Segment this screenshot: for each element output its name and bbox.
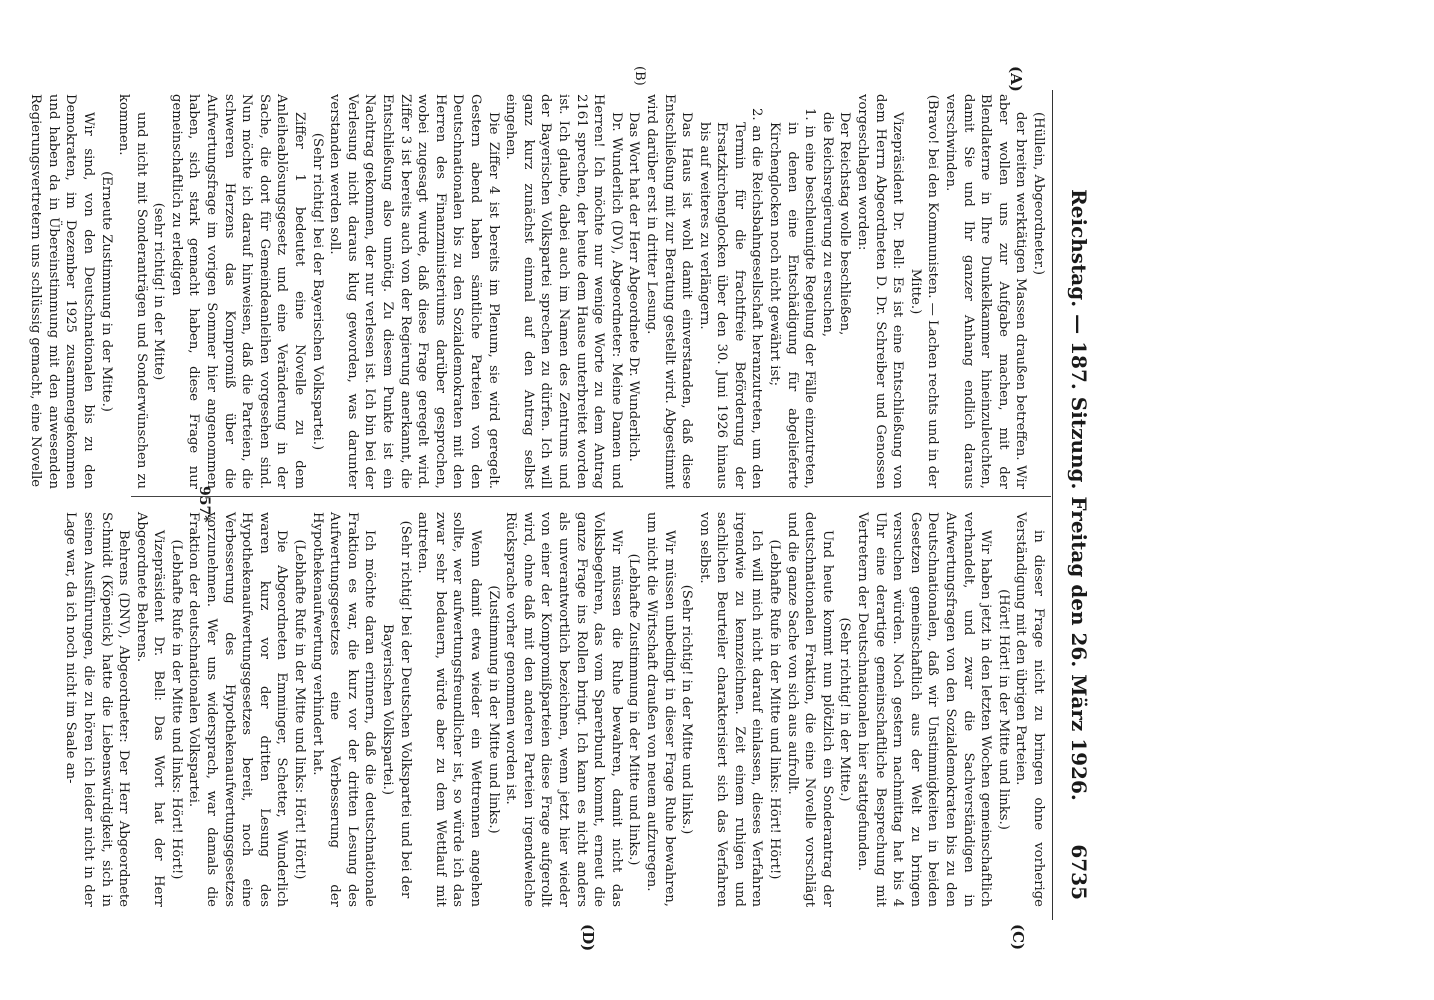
interjection: (Bravo! bei den Kommunisten. — Lachen rechts und in der Mitte.): [907, 94, 941, 489]
paragraph: Der Reichstag wolle beschließen,: [837, 112, 853, 336]
margin-marker-d: (D): [579, 924, 597, 952]
interjection: (Lebhafte Rufe in der Mitte und links: Hört! Hört!): [168, 539, 184, 880]
paragraph: Und heute kommt nun plötzlich ein Sonderantrag der deutschnationalen Fraktion, die eine Novelle vorschlägt und die ganze Sache von sich aus aufrollt.: [784, 512, 835, 907]
paragraph: Wir sind, von den Deutschnationalen bis zu den Demokraten, im Dezember 1925 zusammengekommen und haben da in Übereinstimmung mit den anwesenden Regierungsvertretern uns schlüssig gemacht, eine Novelle: [28, 94, 96, 489]
paragraph: Wir müssen die Ruhe bewahren, damit nicht das Volksbegehren, das vom Sparerbund kommt, erneut die ganze Frage ins Rollen bringt. Ich kann es nicht anders als unverantwortlich bezeichnen, wenn jetzt hier wieder von einer der Kompromißparteien diese Frage aufgerollt wird, ohne daß mit den anderen Parteien irgendwelche Rücksprache vorher genommen worden ist.: [503, 512, 624, 907]
interjection: (Lebhafte Rufe in der Mitte und links: Hört! Hört!): [292, 539, 308, 880]
paragraph: Die Abgeordneten Emminger, Schetter, Wunderlich waren kurz vor der dritten Lesung des Hypothekenaufwertungsgesetzes bereit, noch eine Verbesserung des Hypothekenaufwertungsgesetzes vorzunehmen. Wer uns widersprach, war damals die Fraktion der deutschnationalen Volkspartei.: [186, 512, 290, 907]
interjection: (Sehr richtig! bei der Deutschen Volkspartei und bei der Bayerischen Volkspartei.): [380, 520, 413, 899]
paragraph: Vizepräsident Dr. Bell: Es ist eine Entschließung von dem Herrn Abgeordneten D. Dr. Schreiber und Genossen vorgeschlagen worden:: [855, 94, 906, 489]
paragraph: Wenn damit etwa wieder ein Wettrennen angehen sollte, wer aufwertungsfreundlicher ist, so würde ich das zwar sehr bedauern, würde aber zu dem Wettlauf mit antreten.: [415, 512, 483, 907]
paragraph: Behrens (DNV), Abgeordneter: Der Herr Abgeordnete Schmidt (Köpenick) hatte die Liebenswürdigkeit, sich in seinen Ausführungen, die zu hören ich leider nicht in der Lage war, da ich noch nicht im Saale an-: [63, 512, 132, 907]
interjection: (Zustimmung in der Mitte und links.): [485, 585, 501, 834]
interjection: (Sehr richtig! in der Mitte.): [837, 617, 853, 802]
list-item: 1. in eine beschleunigte Regelung der Fälle einzutreten, in denen eine Entschädigung für abgelieferte Kirchenglocken noch nicht gewährt ist;: [767, 108, 818, 489]
paragraph: in dieser Frage nicht zu bringen ohne vorherige Verständigung mit den übrigen Parteien.: [1013, 512, 1046, 907]
footer-signature: 957*: [196, 486, 212, 523]
paragraph: Das Haus ist wohl damit einverstanden, daß diese Entschließung mit zur Beratung gestellt wird. Abgestimmt wird darüber erst in dritter Lesung.: [643, 94, 695, 489]
interjection: (Sehr richtig! bei der Bayerischen Volkspartei.): [309, 132, 325, 451]
page-header: [1059, 90, 1099, 900]
paragraph: Die Ziffer 4 ist bereits im Plenum, sie wird geregelt. Gestern abend haben sämtliche Parteien von den Deutschnationalen bis zu den Sozialdemokraten mit den Herren des Finanzministeriums darüber gesprochen, wobei zugesagt wurde, daß diese Frage geregelt wird. Ziffer 3 ist bereits auch von der Regierung anerkannt, die Entschließung also unnötig. Zu diesem Punkte ist ein Nachtrag gekommen, der nur verlesen ist. Ich bin bei der Verlesung nicht daraus klug geworden, was darunter verstanden werden soll.: [327, 94, 501, 489]
paragraph: Ziffer 1 bedeutet eine Novelle zu dem Anleiheablösungsgesetz und eine Veränderung in der Sache, die dort für Gemeindeanleihen vorgesehen sind. Nun möchte ich darauf hinweisen, daß die Parteien, die schweren Herzens das Kompromiß über die Aufwertungsfrage im vorigen Sommer hier angenommen haben, sich stark gemacht haben, diese Frage nur gemeinschaftlich zu erledigen: [168, 94, 308, 489]
margin-marker-a: (A): [1007, 66, 1025, 92]
page-number: 6735: [1067, 844, 1091, 900]
interjection: (Sehr richtig! in der Mitte und links.): [679, 584, 695, 835]
paragraph: Ich will mich nicht darauf einlassen, dieses Verfahren irgendwie zu kennzeichnen. Zeit einem ruhigen und sachlichen Beurteiler charakterisiert sich das Verfahren von selbst.: [696, 512, 765, 907]
column-divider: [131, 496, 1051, 497]
paragraph: Vizepräsident Dr. Bell: Das Wort hat der Herr Abgeordnete Behrens.: [133, 512, 167, 907]
interjection: (sehr richtig! in der Mitte): [151, 202, 167, 381]
page-header-title: Reichstag. — 187. Sitzung. Freitag den 26. März 1926.: [1067, 189, 1091, 801]
paragraph: Wir müssen unbedingt in dieser Frage Ruhe bewahren, um nicht die Wirtschaft draußen von neuem aufzuregen.: [643, 512, 677, 907]
header-rule: [1052, 90, 1053, 920]
left-column: [27, 94, 1047, 489]
margin-marker-b: (B): [632, 66, 647, 86]
paragraph: Das Wort hat der Herr Abgeordnete Dr. Wunderlich.: [626, 112, 642, 462]
interjection: (Hört! Hört! in der Mitte und links.): [995, 589, 1011, 830]
paragraph: die Reichsregierung zu ersuchen,: [819, 112, 835, 338]
paragraph: (Hüllein, Abgeordneter.): [1031, 112, 1046, 275]
paragraph: der breiten werktätigen Massen draußen betreffen. Wir aber wollen uns zur Aufgabe machen, mit der Blendlaterne in Ihre Dunkelkammer hineinzuleuchten, damit Sie und Ihr ganzer Anhang endlich daraus verschwinden.: [943, 94, 1029, 489]
paragraph: Ich möchte daran erinnern, daß die deutschnationale Fraktion es war, die kurz vor der dritten Lesung des Aufwertungsgesetzes eine Verbesserung der Hypothekenaufwertung verhindert hat.: [309, 512, 378, 907]
paragraph: und nicht mit Sonderanträgen und Sonderwünschen zu kommen.: [116, 94, 149, 489]
interjection: (Lebhafte Zustimmung in der Mitte und links.): [626, 553, 642, 866]
paragraph: Wir haben jetzt in den letzten Wochen gemeinschaftlich verhandelt, und zwar die Sachverständigen in Aufwertungsfragen von den Sozialdemokraten bis zu den Deutschnationalen, daß wir Unstimmigkeiten in beiden Gesetzen gemeinschaftlich aus der Welt zu bringen versuchen würden. Noch gestern nachmittag hat bis 4 Uhr eine derartige gemeinschaftliche Besprechung mit Vertretern der Deutschnationalen hier stattgefunden.: [855, 512, 994, 907]
list-item: 2. an die Reichsbahngesellschaft heranzutreten, um den Termin für die frachtfreie Beförderung der Ersatzkirchenglocken über den 30. Juni 1926 hinaus bis auf weiteres zu verlängern.: [696, 108, 765, 489]
right-column: [62, 512, 1047, 907]
margin-marker-c: (C): [1009, 924, 1027, 951]
paragraph: Dr. Wunderlich (DV), Abgeordneter: Meine Damen und Herren! Ich möchte nur wenige Worte zu dem Antrag 2161 sprechen, der heute dem Hause unterbreitet worden ist. Ich glaube, dabei auch im Namen des Zentrums und der Bayerischen Volkspartei sprechen zu dürfen. Ich will ganz kurz zunächst einmal auf den Antrag selbst eingehen.: [503, 94, 624, 489]
interjection: (Erneute Zustimmung in der Mitte.): [98, 171, 114, 412]
interjection: (Lebhafte Rufe in der Mitte und links: Hört! Hört!): [767, 539, 783, 880]
